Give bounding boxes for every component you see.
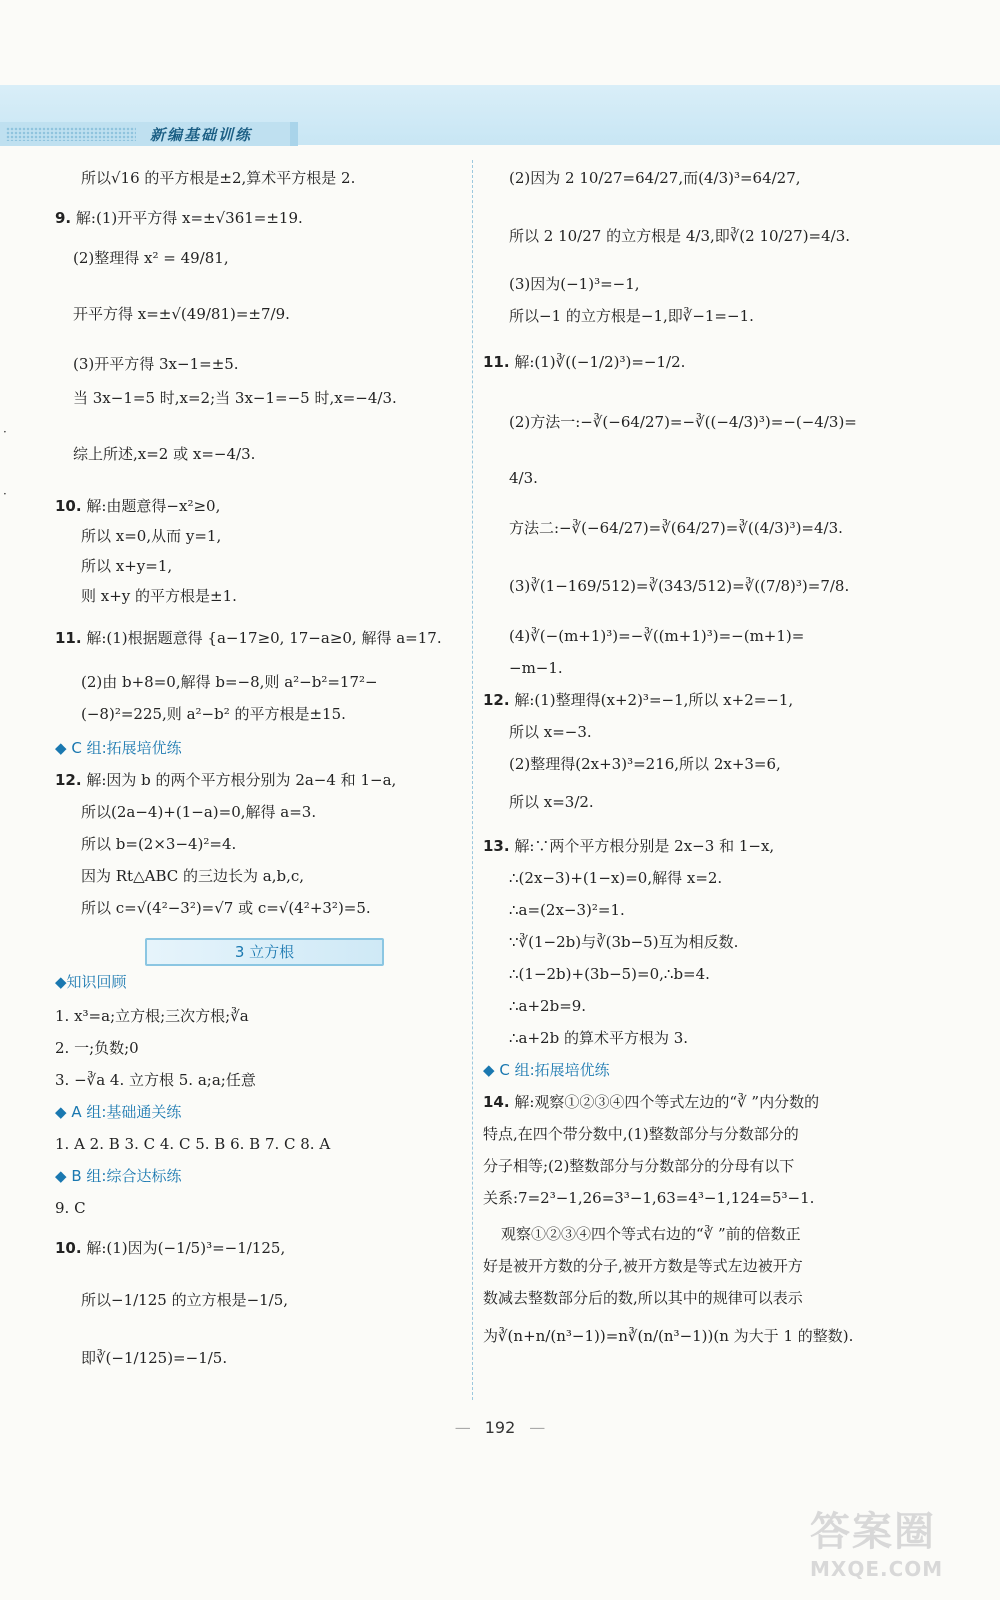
text-line: (2)整理得(2x+3)³=216,所以 2x+3=6, bbox=[509, 755, 781, 773]
watermark-url: MXQE.COM bbox=[810, 1557, 944, 1581]
dash-decoration: — bbox=[454, 1418, 471, 1437]
question-number: 12. bbox=[55, 771, 82, 789]
question-11-right bbox=[483, 352, 903, 412]
text-line: 所以 2 10/27 的立方根是 4/3,即∛(2 10/27)=4/3. bbox=[509, 227, 851, 245]
section-title-banner: 3 立方根 bbox=[145, 938, 384, 966]
text-line: 为∛(n+n/(n³−1))=n∛(n/(n³−1))(n 为大于 1 的整数). bbox=[483, 1327, 854, 1345]
text-line: 解:(1)开平方得 x=±√361=±19. bbox=[75, 209, 303, 227]
section-heading-b bbox=[55, 1166, 465, 1198]
text-line: 所以−1 的立方根是−1,即∛−1=−1. bbox=[509, 307, 754, 325]
text-line: 好是被开方数的分子,被开方数是等式左边被开方 bbox=[483, 1257, 803, 1275]
question-11 bbox=[55, 628, 465, 672]
text-line: 所以 c=√(4²−3²)=√7 或 c=√(4²+3²)=5. bbox=[81, 899, 371, 917]
text-line: 分子相等;(2)整数部分与分数部分的分母有以下 bbox=[483, 1157, 795, 1175]
margin-mark: · bbox=[3, 487, 7, 501]
section-heading-a bbox=[55, 1102, 465, 1134]
section-label: C 组:拓展培优练 bbox=[71, 739, 182, 757]
question-number: 9. bbox=[55, 209, 72, 227]
section-heading-c-right bbox=[483, 1060, 903, 1092]
text-line: 观察①②③④四个等式右边的“∛ ”前的倍数正 bbox=[501, 1225, 801, 1243]
knowledge-review-heading bbox=[55, 972, 465, 1006]
text-line: 即∛(−1/125)=−1/5. bbox=[81, 1349, 228, 1367]
text-line: 所以 x=3/2. bbox=[509, 793, 594, 811]
question-12 bbox=[55, 770, 465, 802]
question-10b bbox=[55, 1238, 465, 1290]
text-line: ∴a+2b 的算术平方根为 3. bbox=[509, 1029, 689, 1047]
diamond-icon: ◆ bbox=[55, 739, 67, 757]
text-line: 3. −∛a 4. 立方根 5. a;a;任意 bbox=[55, 1071, 256, 1089]
text-line: 所以 x=−3. bbox=[509, 723, 592, 741]
text-line: 所以 x=0,从而 y=1, bbox=[81, 527, 222, 545]
question-14 bbox=[483, 1092, 903, 1124]
text-line: 1. A 2. B 3. C 4. C 5. B 6. B 7. C 8. A bbox=[55, 1135, 331, 1153]
diamond-icon: ◆ bbox=[55, 1103, 67, 1121]
text-line: 解:(1)整理得(x+2)³=−1,所以 x+2=−1, bbox=[514, 691, 794, 709]
question-number: 11. bbox=[483, 353, 510, 371]
question-12-right bbox=[483, 690, 903, 722]
dash-decoration: — bbox=[529, 1418, 546, 1437]
section-label: C 组:拓展培优练 bbox=[499, 1061, 610, 1079]
page-number-value: 192 bbox=[484, 1418, 516, 1437]
question-10 bbox=[55, 496, 465, 526]
text-line: (−8)²=225,则 a²−b² 的平方根是±15. bbox=[81, 705, 346, 723]
text-line: (3)开平方得 3x−1=±5. bbox=[73, 355, 239, 373]
question-number: 11. bbox=[55, 629, 82, 647]
question-number: 14. bbox=[483, 1093, 510, 1111]
text-line: 当 3x−1=5 时,x=2;当 3x−1=−5 时,x=−4/3. bbox=[73, 389, 397, 407]
text-line: 特点,在四个带分数中,(1)整数部分与分数部分的 bbox=[483, 1125, 799, 1143]
text-line: 解:(1)因为(−1/5)³=−1/125, bbox=[86, 1239, 286, 1257]
diamond-icon: ◆ bbox=[483, 1061, 495, 1079]
question-number: 13. bbox=[483, 837, 510, 855]
text-line: (2)整理得 x² = 49/81, bbox=[73, 249, 229, 267]
text-line: 所以−1/125 的立方根是−1/5, bbox=[81, 1291, 289, 1309]
margin-mark: · bbox=[3, 425, 7, 439]
text-line: 4/3. bbox=[509, 469, 538, 487]
question-13 bbox=[483, 836, 903, 868]
watermark-text: 答案圈 bbox=[810, 1509, 936, 1555]
text-line: ∴(2x−3)+(1−x)=0,解得 x=2. bbox=[509, 869, 723, 887]
section-label: 知识回顾 bbox=[66, 973, 127, 991]
text-line: (2)方法一:−∛(−64/27)=−∛((−4/3)³)=−(−4/3)= bbox=[509, 413, 857, 431]
text-line: (3)因为(−1)³=−1, bbox=[509, 275, 640, 293]
text-line: 因为 Rt△ABC 的三边长为 a,b,c, bbox=[81, 867, 305, 885]
text-line: 开平方得 x=±√(49/81)=±7/9. bbox=[73, 305, 290, 323]
text-line: 则 x+y 的平方根是±1. bbox=[81, 587, 237, 605]
question-9 bbox=[55, 208, 465, 248]
question-number: 10. bbox=[55, 1239, 82, 1257]
text-line: (3)∛(1−169/512)=∛(343/512)=∛((7/8)³)=7/8. bbox=[509, 577, 850, 595]
right-column bbox=[483, 168, 903, 1366]
text-line: (2)因为 2 10/27=64/27,而(4/3)³=64/27, bbox=[509, 169, 801, 187]
text-line: 解:(1)根据题意得 {a−17≥0, 17−a≥0, 解得 a=17. bbox=[86, 629, 442, 647]
text-line: 解:由题意得−x²≥0, bbox=[86, 497, 221, 515]
section-label: B 组:综合达标练 bbox=[71, 1167, 182, 1185]
text-line: 所以 b=(2×3−4)²=4. bbox=[81, 835, 237, 853]
diamond-icon: ◆ bbox=[55, 973, 67, 991]
question-number: 12. bbox=[483, 691, 510, 709]
text-line: 1. x³=a;立方根;三次方根;∛a bbox=[55, 1007, 249, 1025]
text-line: 9. C bbox=[55, 1199, 86, 1217]
text-line: 2. 一;负数;0 bbox=[55, 1039, 139, 1057]
section-label: A 组:基础通关练 bbox=[71, 1103, 182, 1121]
header-dot-pattern bbox=[6, 127, 136, 141]
page-number bbox=[0, 1418, 1000, 1437]
text-line: 所以 x+y=1, bbox=[81, 557, 173, 575]
question-number: 10. bbox=[55, 497, 82, 515]
text-line: 解:因为 b 的两个平方根分别为 2a−4 和 1−a, bbox=[86, 771, 397, 789]
text-line: 解:∵两个平方根分别是 2x−3 和 1−x, bbox=[514, 837, 775, 855]
text-line: (2)由 b+8=0,解得 b=−8,则 a²−b²=17²− bbox=[81, 673, 378, 691]
text-line: ∴a=(2x−3)²=1. bbox=[509, 901, 625, 919]
text-line: 关系:7=2³−1,26=3³−1,63=4³−1,124=5³−1. bbox=[483, 1189, 815, 1207]
column-divider bbox=[472, 160, 473, 1400]
section-heading-c bbox=[55, 738, 465, 770]
diamond-icon: ◆ bbox=[55, 1167, 67, 1185]
text-line: 所以(2a−4)+(1−a)=0,解得 a=3. bbox=[81, 803, 317, 821]
text-line: ∴a+2b=9. bbox=[509, 997, 587, 1015]
text-line: ∵∛(1−2b)与∛(3b−5)互为相反数. bbox=[509, 933, 739, 951]
text-line: (4)∛(−(m+1)³)=−∛((m+1)³)=−(m+1)= bbox=[509, 627, 805, 645]
text-line: ∴(1−2b)+(3b−5)=0,∴b=4. bbox=[509, 965, 710, 983]
left-column bbox=[55, 168, 465, 1388]
text-line: 解:(1)∛((−1/2)³)=−1/2. bbox=[514, 353, 686, 371]
header-title: 新编基础训练 bbox=[150, 126, 253, 144]
watermark-logo bbox=[810, 1500, 990, 1580]
text-line: −m−1. bbox=[509, 659, 563, 677]
text-line: 所以√16 的平方根是±2,算术平方根是 2. bbox=[81, 169, 356, 187]
text-line: 综上所述,x=2 或 x=−4/3. bbox=[73, 445, 256, 463]
text-line: 解:观察①②③④四个等式左边的“∛ ”内分数的 bbox=[514, 1093, 820, 1111]
text-line: 数减去整数部分后的数,所以其中的规律可以表示 bbox=[483, 1289, 803, 1307]
text-line: 方法二:−∛(−64/27)=∛(64/27)=∛((4/3)³)=4/3. bbox=[509, 519, 843, 537]
